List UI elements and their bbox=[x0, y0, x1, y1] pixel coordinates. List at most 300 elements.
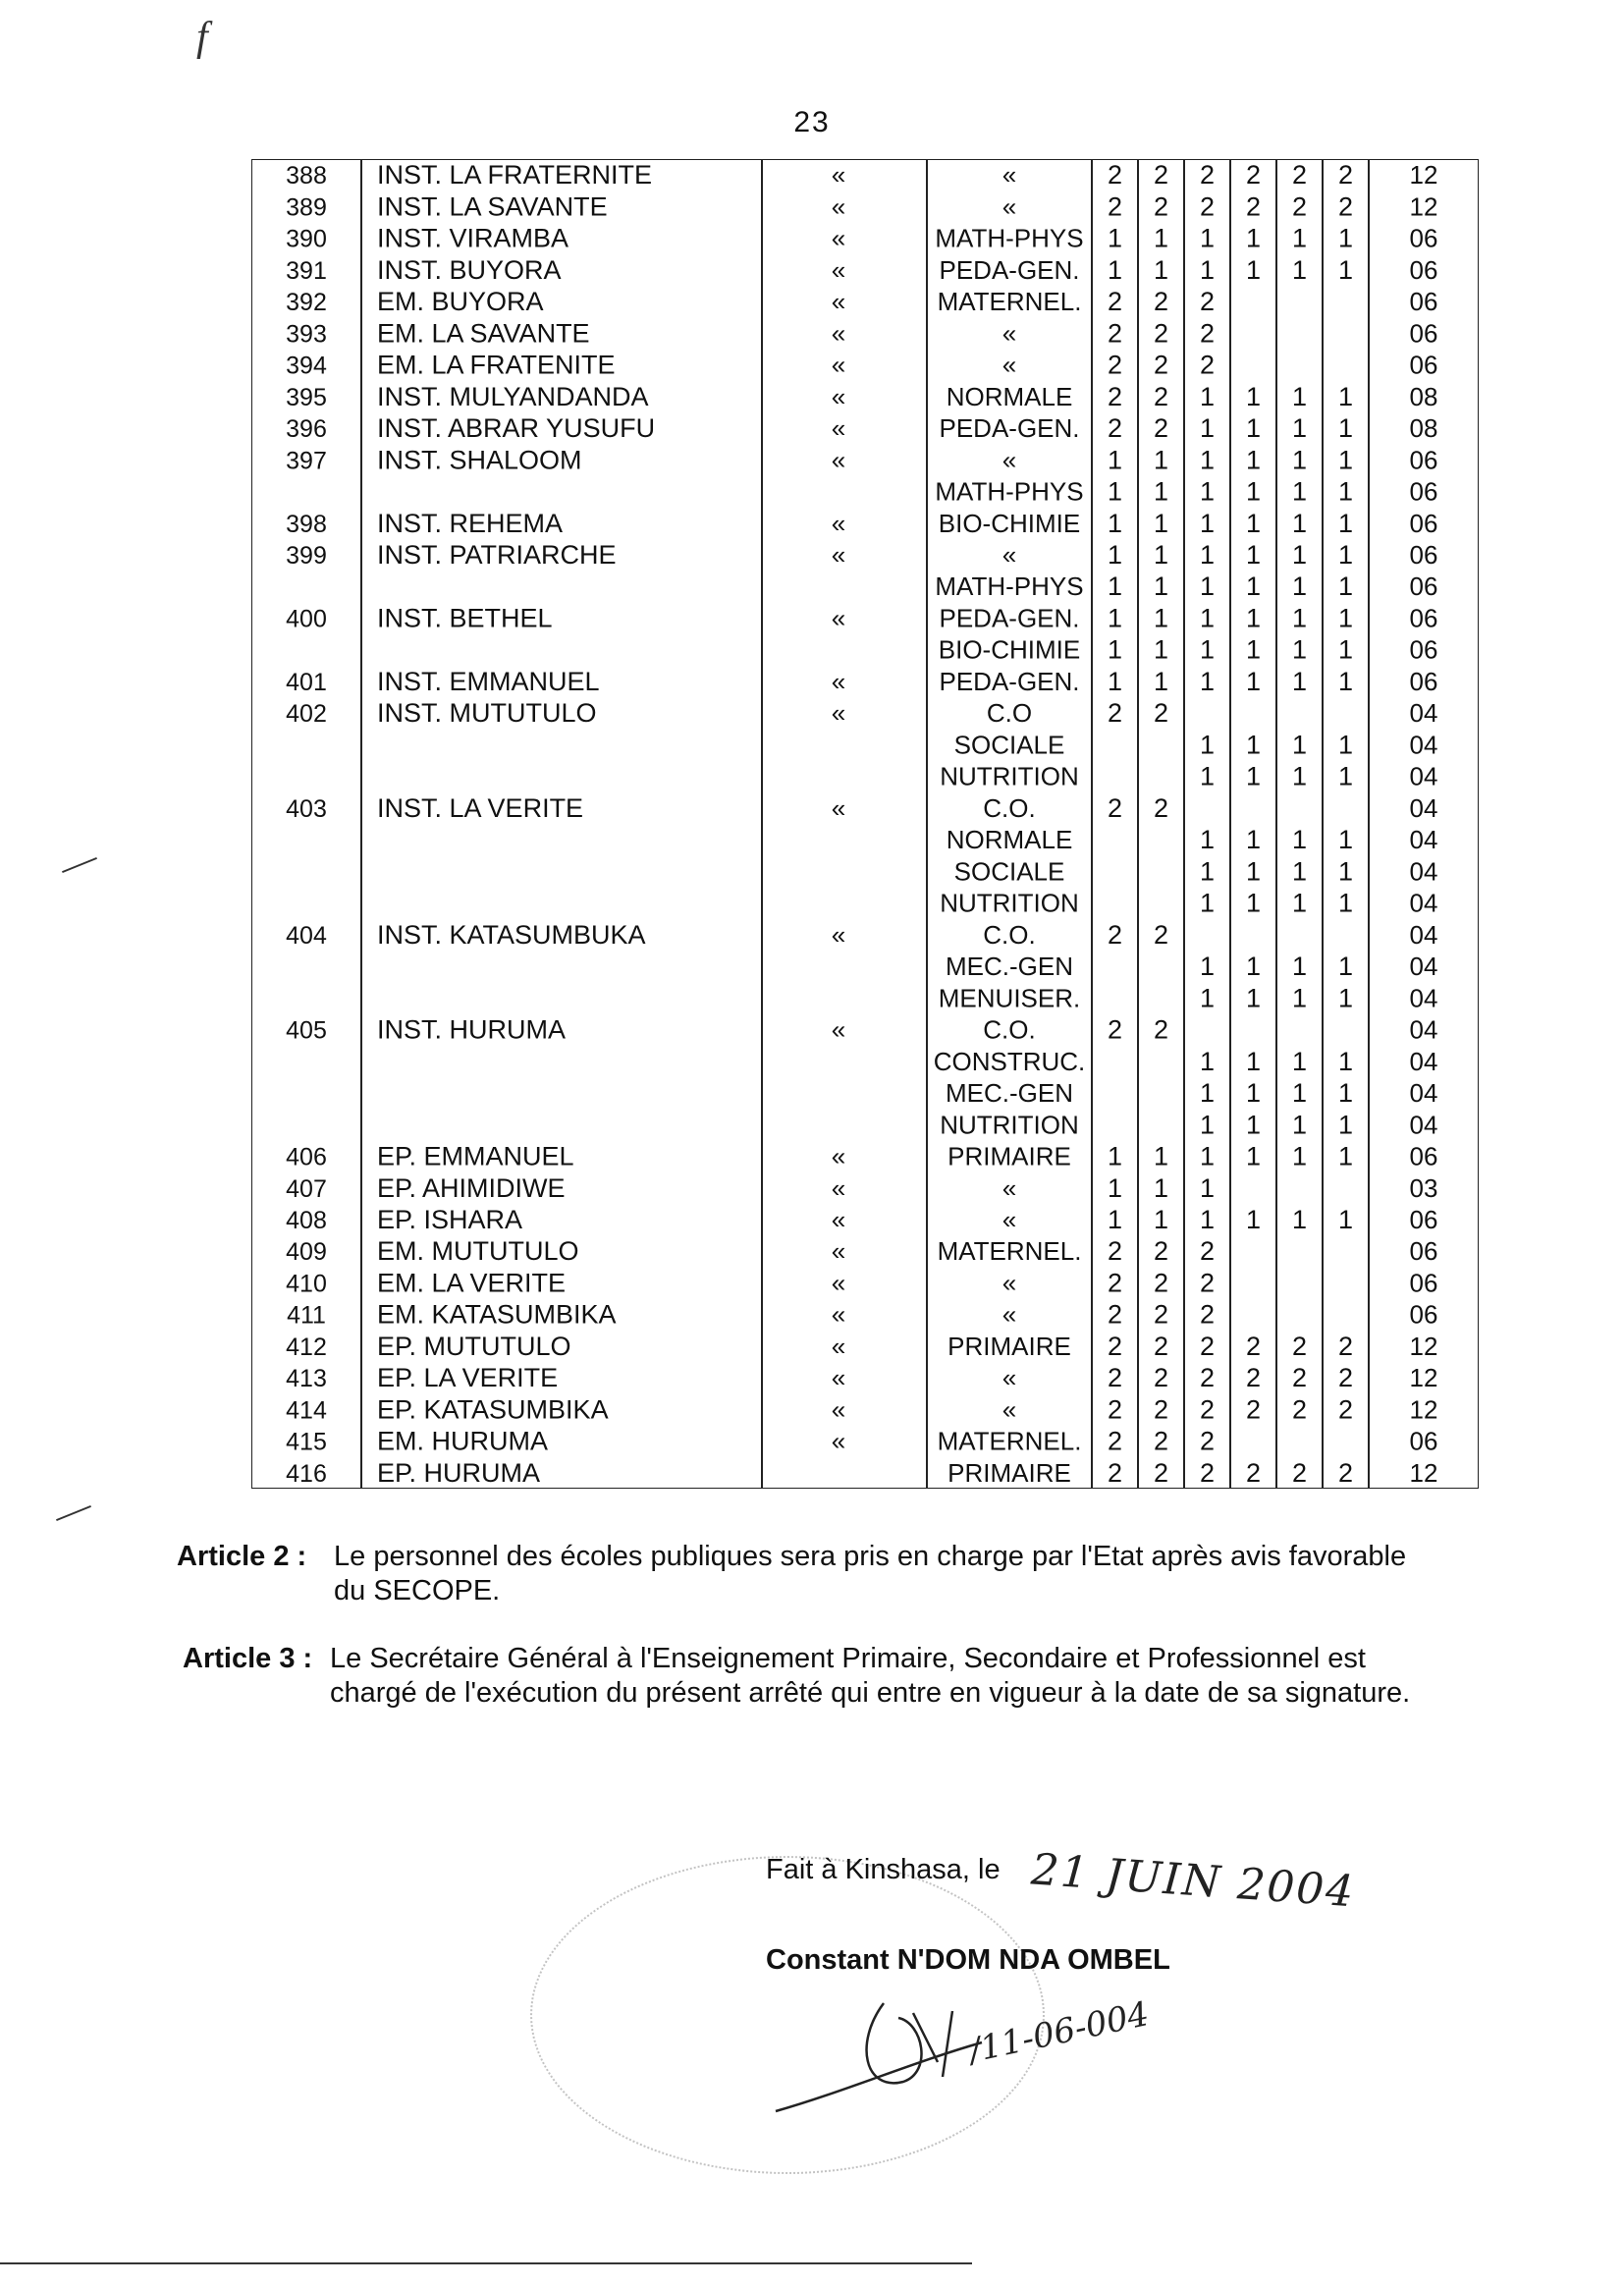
table-row bbox=[934, 1047, 1438, 1076]
ditto-mark: « bbox=[831, 191, 846, 222]
class-count-cell: 1 bbox=[1153, 508, 1169, 538]
table-row bbox=[954, 856, 1438, 886]
section-name: BIO-CHIMIE bbox=[938, 508, 1081, 538]
class-count-cell: 1 bbox=[1245, 952, 1262, 982]
class-count-cell: 1 bbox=[1107, 634, 1123, 665]
section-name: SOCIALE bbox=[953, 730, 1065, 760]
class-count-cell: 2 bbox=[1337, 191, 1354, 222]
class-count-cell: 1 bbox=[1153, 476, 1169, 507]
row-number: 409 bbox=[286, 1238, 327, 1267]
class-count-cell: 1 bbox=[1153, 1205, 1169, 1235]
class-count-cell: 1 bbox=[1291, 1078, 1308, 1109]
row-number: 389 bbox=[286, 193, 327, 222]
class-count-cell: 2 bbox=[1107, 1426, 1123, 1456]
row-number: 404 bbox=[286, 921, 327, 950]
class-count-cell: 1 bbox=[1245, 508, 1262, 538]
class-count-cell: 2 bbox=[1107, 191, 1123, 222]
class-count-cell: 1 bbox=[1337, 413, 1354, 444]
class-count-cell: 2 bbox=[1337, 1394, 1354, 1425]
class-count-cell: 1 bbox=[1291, 413, 1308, 444]
class-count-cell: 1 bbox=[1337, 1046, 1354, 1076]
class-count-cell: 1 bbox=[1337, 381, 1354, 411]
row-total: 06 bbox=[1409, 1426, 1438, 1456]
section-name: MATH-PHYS bbox=[935, 476, 1084, 507]
class-count-cell: 1 bbox=[1245, 476, 1262, 507]
handwritten-date: 21 JUIN 2004 bbox=[1029, 1844, 1357, 1918]
class-count-cell: 1 bbox=[1337, 1205, 1354, 1235]
class-count-cell: 1 bbox=[1291, 476, 1308, 507]
school-name: INST. BETHEL bbox=[377, 603, 553, 633]
class-count-cell: 1 bbox=[1245, 254, 1262, 285]
class-count-cell: 1 bbox=[1199, 1205, 1216, 1235]
class-count-cell: 1 bbox=[1107, 572, 1123, 602]
class-count-cell: 1 bbox=[1199, 413, 1216, 444]
class-count-cell: 1 bbox=[1199, 540, 1216, 571]
row-total: 04 bbox=[1409, 856, 1438, 887]
class-count-cell: 2 bbox=[1153, 1426, 1169, 1456]
corner-handwritten-mark: f bbox=[196, 15, 208, 60]
class-count-cell: 1 bbox=[1107, 254, 1123, 285]
class-count-cell: 2 bbox=[1153, 381, 1169, 411]
ditto-mark: « bbox=[831, 1236, 846, 1267]
handwritten-signature bbox=[766, 1984, 1178, 2131]
class-count-cell: 1 bbox=[1337, 952, 1354, 982]
row-number: 407 bbox=[286, 1174, 327, 1203]
class-count-cell: 1 bbox=[1291, 983, 1308, 1013]
schools-table bbox=[251, 159, 1479, 1489]
article-3 bbox=[183, 1642, 1459, 1711]
school-name: INST. LA SAVANTE bbox=[377, 191, 608, 222]
school-name: EM. HURUMA bbox=[377, 1426, 548, 1456]
class-count-cell: 1 bbox=[1291, 634, 1308, 665]
class-count-cell: 1 bbox=[1107, 445, 1123, 475]
class-count-cell: 2 bbox=[1107, 413, 1123, 444]
table-row bbox=[286, 191, 1437, 221]
class-count-cell: 2 bbox=[1107, 350, 1123, 380]
article-2-text: Le personnel des écoles publiques sera pris en charge par l'Etat après avis favorable du SECOPE. bbox=[334, 1541, 1407, 1606]
table-row bbox=[946, 952, 1437, 981]
school-name: INST. BUYORA bbox=[377, 254, 562, 285]
ditto-mark: « bbox=[831, 1363, 846, 1393]
ditto-mark: « bbox=[831, 792, 846, 823]
school-name: EP. EMMANUEL bbox=[377, 1141, 574, 1171]
class-count-cell: 1 bbox=[1245, 761, 1262, 791]
class-count-cell: 1 bbox=[1291, 1205, 1308, 1235]
class-count-cell: 1 bbox=[1337, 888, 1354, 918]
school-name: INST. MUTUTULO bbox=[377, 698, 597, 729]
ditto-mark: « bbox=[831, 318, 846, 349]
table-row bbox=[939, 635, 1438, 665]
row-number: 395 bbox=[286, 383, 327, 411]
class-count-cell: 2 bbox=[1337, 1457, 1354, 1488]
table-row bbox=[286, 1427, 1437, 1456]
row-total: 04 bbox=[1409, 1014, 1438, 1045]
class-count-cell: 1 bbox=[1337, 540, 1354, 571]
section-name: « bbox=[1001, 445, 1017, 475]
table-row bbox=[286, 413, 1437, 443]
class-count-cell: 1 bbox=[1337, 1110, 1354, 1140]
row-total: 06 bbox=[1409, 634, 1438, 665]
ditto-mark: « bbox=[831, 254, 846, 285]
table-row bbox=[286, 287, 1437, 316]
ditto-mark: « bbox=[831, 1172, 846, 1203]
class-count-cell: 1 bbox=[1291, 952, 1308, 982]
row-total: 06 bbox=[1409, 666, 1438, 696]
class-count-cell: 2 bbox=[1153, 919, 1169, 950]
section-name: « bbox=[1001, 1394, 1017, 1425]
section-name: BIO-CHIMIE bbox=[938, 634, 1081, 665]
ditto-mark: « bbox=[831, 508, 846, 538]
row-total: 04 bbox=[1409, 730, 1438, 760]
school-name: INST. KATASUMBUKA bbox=[377, 919, 646, 950]
class-count-cell: 1 bbox=[1245, 572, 1262, 602]
class-count-cell: 1 bbox=[1245, 540, 1262, 571]
row-total: 06 bbox=[1409, 540, 1438, 571]
table-row bbox=[286, 1205, 1437, 1234]
class-count-cell: 2 bbox=[1291, 1457, 1308, 1488]
ditto-mark: « bbox=[831, 223, 846, 253]
class-count-cell: 1 bbox=[1199, 856, 1216, 887]
class-count-cell: 2 bbox=[1245, 1331, 1262, 1361]
class-count-cell: 2 bbox=[1199, 1394, 1216, 1425]
table-row bbox=[286, 540, 1437, 570]
table-row bbox=[286, 160, 1437, 190]
school-name: INST. LA VERITE bbox=[377, 792, 584, 823]
class-count-cell: 2 bbox=[1107, 919, 1123, 950]
class-count-cell: 1 bbox=[1245, 445, 1262, 475]
class-count-cell: 1 bbox=[1291, 223, 1308, 253]
row-total: 06 bbox=[1409, 572, 1438, 602]
table-row bbox=[286, 793, 1437, 823]
article-2-label: Article 2 : bbox=[177, 1541, 307, 1572]
table-row bbox=[287, 1300, 1437, 1330]
table-row bbox=[286, 1394, 1437, 1424]
section-name: MATERNEL. bbox=[937, 1236, 1082, 1267]
row-total: 12 bbox=[1409, 191, 1438, 222]
class-count-cell: 2 bbox=[1107, 1299, 1123, 1330]
class-count-cell: 1 bbox=[1199, 983, 1216, 1013]
class-count-cell: 1 bbox=[1245, 730, 1262, 760]
row-total: 06 bbox=[1409, 1268, 1438, 1298]
class-count-cell: 1 bbox=[1245, 1046, 1262, 1076]
section-name: PEDA-GEN. bbox=[939, 666, 1080, 696]
section-name: C.O. bbox=[983, 919, 1036, 950]
class-count-cell: 2 bbox=[1199, 1363, 1216, 1393]
class-count-cell: 1 bbox=[1291, 825, 1308, 855]
class-count-cell: 1 bbox=[1291, 730, 1308, 760]
school-name: INST. SHALOOM bbox=[377, 445, 582, 475]
section-name: « bbox=[1001, 350, 1017, 380]
ditto-mark: « bbox=[831, 350, 846, 380]
class-count-cell: 1 bbox=[1245, 634, 1262, 665]
class-count-cell: 2 bbox=[1107, 1363, 1123, 1393]
class-count-cell: 1 bbox=[1337, 445, 1354, 475]
table-row bbox=[286, 509, 1437, 538]
class-count-cell: 1 bbox=[1291, 540, 1308, 571]
class-count-cell: 1 bbox=[1153, 254, 1169, 285]
class-count-cell: 1 bbox=[1199, 572, 1216, 602]
class-count-cell: 2 bbox=[1245, 1457, 1262, 1488]
section-name: NUTRITION bbox=[940, 888, 1079, 918]
section-name: « bbox=[1001, 1363, 1017, 1393]
class-count-cell: 1 bbox=[1153, 603, 1169, 633]
class-count-cell: 1 bbox=[1199, 1172, 1216, 1203]
class-count-cell: 1 bbox=[1153, 666, 1169, 696]
school-name: INST. LA FRATERNITE bbox=[377, 160, 653, 190]
section-name: « bbox=[1001, 1205, 1017, 1235]
section-name: « bbox=[1001, 191, 1017, 222]
class-count-cell: 1 bbox=[1337, 254, 1354, 285]
class-count-cell: 2 bbox=[1199, 318, 1216, 349]
ditto-mark: « bbox=[831, 445, 846, 475]
schools-table-grid bbox=[251, 159, 1479, 1489]
bottom-rule bbox=[0, 2262, 972, 2264]
row-total: 06 bbox=[1409, 318, 1438, 349]
class-count-cell: 1 bbox=[1337, 634, 1354, 665]
ditto-mark: « bbox=[831, 1394, 846, 1425]
class-count-cell: 2 bbox=[1245, 1394, 1262, 1425]
section-name: MATH-PHYS bbox=[935, 223, 1084, 253]
class-count-cell: 1 bbox=[1199, 825, 1216, 855]
class-count-cell: 2 bbox=[1199, 1299, 1216, 1330]
class-count-cell: 2 bbox=[1153, 1331, 1169, 1361]
row-total: 12 bbox=[1409, 1457, 1438, 1488]
class-count-cell: 1 bbox=[1199, 888, 1216, 918]
class-count-cell: 2 bbox=[1199, 160, 1216, 190]
ditto-mark: « bbox=[831, 698, 846, 729]
table-row bbox=[286, 318, 1437, 348]
class-count-cell: 2 bbox=[1153, 160, 1169, 190]
row-total: 06 bbox=[1409, 603, 1438, 633]
section-name: CONSTRUC. bbox=[933, 1046, 1086, 1076]
class-count-cell: 1 bbox=[1199, 634, 1216, 665]
school-name: INST. MULYANDANDA bbox=[377, 381, 649, 411]
table-row bbox=[940, 889, 1437, 918]
row-total: 12 bbox=[1409, 1331, 1438, 1361]
class-count-cell: 2 bbox=[1107, 160, 1123, 190]
section-name: MATH-PHYS bbox=[935, 572, 1084, 602]
class-count-cell: 1 bbox=[1153, 572, 1169, 602]
class-count-cell: 2 bbox=[1337, 1331, 1354, 1361]
class-count-cell: 1 bbox=[1245, 983, 1262, 1013]
class-count-cell: 2 bbox=[1153, 191, 1169, 222]
class-count-cell: 1 bbox=[1199, 508, 1216, 538]
row-total: 12 bbox=[1409, 1394, 1438, 1425]
class-count-cell: 1 bbox=[1337, 572, 1354, 602]
class-count-cell: 2 bbox=[1245, 191, 1262, 222]
signature-place-line: Fait à Kinshasa, le bbox=[766, 1854, 1001, 1885]
row-number: 411 bbox=[287, 1301, 326, 1330]
school-name: EP. KATASUMBIKA bbox=[377, 1394, 609, 1425]
school-name: EM. LA VERITE bbox=[377, 1268, 567, 1298]
table-row bbox=[286, 1363, 1437, 1392]
class-count-cell: 1 bbox=[1107, 1205, 1123, 1235]
class-count-cell: 1 bbox=[1291, 888, 1308, 918]
row-number: 390 bbox=[286, 225, 327, 253]
table-row bbox=[286, 351, 1437, 380]
class-count-cell: 2 bbox=[1107, 287, 1123, 317]
class-count-cell: 1 bbox=[1245, 1078, 1262, 1109]
row-total: 06 bbox=[1409, 1205, 1438, 1235]
row-number: 416 bbox=[286, 1459, 327, 1488]
class-count-cell: 2 bbox=[1153, 318, 1169, 349]
class-count-cell: 2 bbox=[1153, 350, 1169, 380]
table-row bbox=[940, 1110, 1437, 1139]
row-number: 400 bbox=[286, 605, 327, 633]
class-count-cell: 1 bbox=[1199, 952, 1216, 982]
class-count-cell: 1 bbox=[1199, 1046, 1216, 1076]
class-count-cell: 2 bbox=[1245, 1363, 1262, 1393]
row-total: 06 bbox=[1409, 287, 1438, 317]
row-total: 04 bbox=[1409, 761, 1438, 791]
table-row bbox=[940, 762, 1437, 791]
class-count-cell: 2 bbox=[1107, 1457, 1123, 1488]
row-total: 06 bbox=[1409, 508, 1438, 538]
class-count-cell: 2 bbox=[1107, 1236, 1123, 1267]
class-count-cell: 1 bbox=[1291, 666, 1308, 696]
row-number: 413 bbox=[286, 1365, 327, 1393]
class-count-cell: 2 bbox=[1199, 1331, 1216, 1361]
section-name: MATERNEL. bbox=[937, 1426, 1082, 1456]
class-count-cell: 1 bbox=[1153, 634, 1169, 665]
class-count-cell: 1 bbox=[1245, 603, 1262, 633]
class-count-cell: 1 bbox=[1337, 1078, 1354, 1109]
school-name: INST. HURUMA bbox=[377, 1014, 567, 1045]
article-3-label: Article 3 : bbox=[183, 1643, 313, 1674]
class-count-cell: 1 bbox=[1291, 508, 1308, 538]
section-name: PRIMAIRE bbox=[947, 1331, 1071, 1361]
ditto-mark: « bbox=[831, 160, 846, 190]
class-count-cell: 1 bbox=[1291, 572, 1308, 602]
class-count-cell: 2 bbox=[1337, 160, 1354, 190]
table-row bbox=[286, 445, 1437, 474]
section-name: C.O. bbox=[983, 792, 1036, 823]
class-count-cell: 1 bbox=[1107, 508, 1123, 538]
row-number: 412 bbox=[286, 1333, 327, 1361]
ditto-mark: « bbox=[831, 666, 846, 696]
row-total: 06 bbox=[1409, 476, 1438, 507]
school-name: EM. BUYORA bbox=[377, 287, 544, 317]
class-count-cell: 1 bbox=[1199, 603, 1216, 633]
class-count-cell: 2 bbox=[1291, 1363, 1308, 1393]
class-count-cell: 1 bbox=[1153, 1141, 1169, 1171]
table-row bbox=[286, 255, 1437, 285]
class-count-cell: 2 bbox=[1199, 350, 1216, 380]
row-total: 04 bbox=[1409, 919, 1438, 950]
row-total: 12 bbox=[1409, 160, 1438, 190]
school-name: EP. HURUMA bbox=[377, 1457, 541, 1488]
section-name: PEDA-GEN. bbox=[939, 413, 1080, 444]
class-count-cell: 2 bbox=[1199, 1236, 1216, 1267]
class-count-cell: 1 bbox=[1107, 603, 1123, 633]
ditto-mark: « bbox=[831, 919, 846, 950]
class-count-cell: 1 bbox=[1291, 603, 1308, 633]
row-number: 410 bbox=[286, 1270, 327, 1298]
ditto-mark: « bbox=[831, 603, 846, 633]
table-row bbox=[286, 603, 1437, 632]
class-count-cell: 2 bbox=[1337, 1363, 1354, 1393]
article-2 bbox=[177, 1540, 1453, 1608]
class-count-cell: 1 bbox=[1337, 825, 1354, 855]
class-count-cell: 1 bbox=[1337, 666, 1354, 696]
row-number: 401 bbox=[286, 668, 327, 696]
class-count-cell: 1 bbox=[1291, 856, 1308, 887]
class-count-cell: 2 bbox=[1107, 318, 1123, 349]
class-count-cell: 2 bbox=[1107, 1014, 1123, 1045]
margin-mark bbox=[62, 857, 97, 873]
class-count-cell: 1 bbox=[1199, 1078, 1216, 1109]
row-number: 396 bbox=[286, 415, 327, 444]
section-name: « bbox=[1001, 1299, 1017, 1330]
section-name: SOCIALE bbox=[953, 856, 1065, 887]
class-count-cell: 1 bbox=[1245, 825, 1262, 855]
section-name: MATERNEL. bbox=[937, 287, 1082, 317]
section-name: PRIMAIRE bbox=[947, 1457, 1071, 1488]
class-count-cell: 2 bbox=[1153, 1363, 1169, 1393]
ditto-mark: « bbox=[831, 1268, 846, 1298]
class-count-cell: 2 bbox=[1107, 792, 1123, 823]
class-count-cell: 1 bbox=[1199, 1141, 1216, 1171]
row-total: 06 bbox=[1409, 1299, 1438, 1330]
row-total: 04 bbox=[1409, 1110, 1438, 1140]
section-name: « bbox=[1001, 318, 1017, 349]
row-number: 408 bbox=[286, 1207, 327, 1235]
table-row bbox=[286, 1142, 1437, 1171]
row-total: 04 bbox=[1409, 983, 1438, 1013]
table-row bbox=[947, 825, 1438, 854]
class-count-cell: 2 bbox=[1153, 413, 1169, 444]
table-row bbox=[286, 224, 1437, 253]
ditto-mark: « bbox=[831, 1331, 846, 1361]
row-total: 12 bbox=[1409, 1363, 1438, 1393]
class-count-cell: 1 bbox=[1107, 540, 1123, 571]
section-name: « bbox=[1001, 1268, 1017, 1298]
class-count-cell: 1 bbox=[1107, 1172, 1123, 1203]
class-count-cell: 1 bbox=[1245, 1141, 1262, 1171]
class-count-cell: 1 bbox=[1337, 476, 1354, 507]
ditto-mark: « bbox=[831, 381, 846, 411]
school-name: INST. PATRIARCHE bbox=[377, 540, 617, 571]
class-count-cell: 1 bbox=[1291, 1110, 1308, 1140]
row-number: 397 bbox=[286, 447, 327, 475]
row-number: 406 bbox=[286, 1143, 327, 1171]
class-count-cell: 2 bbox=[1153, 1457, 1169, 1488]
table-row bbox=[939, 983, 1438, 1012]
class-count-cell: 1 bbox=[1199, 730, 1216, 760]
row-total: 04 bbox=[1409, 1078, 1438, 1109]
class-count-cell: 2 bbox=[1199, 191, 1216, 222]
class-count-cell: 2 bbox=[1291, 1394, 1308, 1425]
ditto-mark: « bbox=[831, 1426, 846, 1456]
table-row bbox=[286, 1332, 1437, 1361]
row-number: 403 bbox=[286, 794, 327, 823]
class-count-cell: 1 bbox=[1337, 223, 1354, 253]
class-count-cell: 1 bbox=[1337, 730, 1354, 760]
row-total: 06 bbox=[1409, 1141, 1438, 1171]
section-name: PEDA-GEN. bbox=[939, 603, 1080, 633]
class-count-cell: 1 bbox=[1199, 223, 1216, 253]
row-number: 391 bbox=[286, 256, 327, 285]
class-count-cell: 2 bbox=[1291, 191, 1308, 222]
article-3-text: Le Secrétaire Général à l'Enseignement Primaire, Secondaire et Professionnel est chargé de l'exécution du présent arrêté qui entre en vigueur à la date de sa signature. bbox=[330, 1643, 1411, 1709]
class-count-cell: 1 bbox=[1245, 1205, 1262, 1235]
class-count-cell: 1 bbox=[1199, 761, 1216, 791]
school-name: EM. LA FRATENITE bbox=[377, 350, 616, 380]
row-number: 415 bbox=[286, 1428, 327, 1456]
class-count-cell: 1 bbox=[1291, 761, 1308, 791]
section-name: NUTRITION bbox=[940, 1110, 1079, 1140]
row-total: 06 bbox=[1409, 254, 1438, 285]
